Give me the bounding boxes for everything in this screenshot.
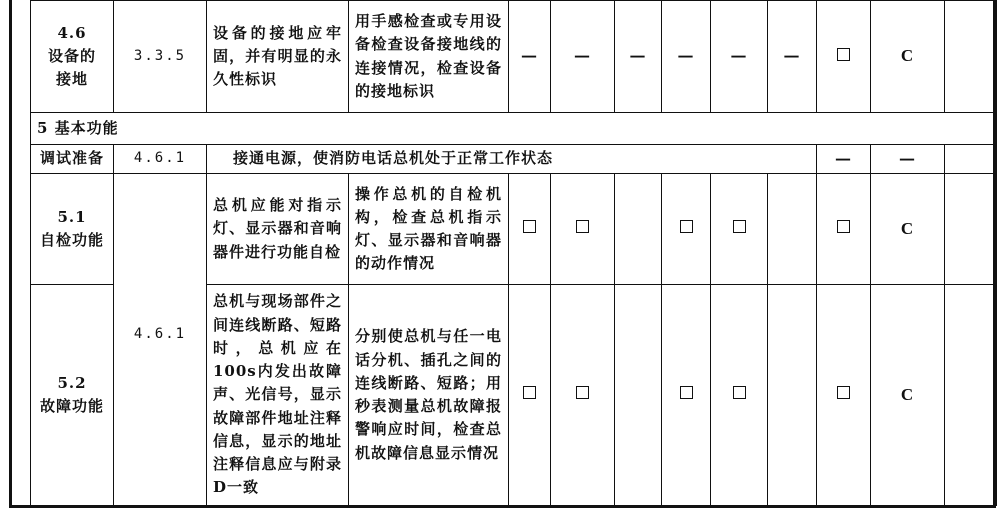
- requirement-cell: 总机与现场部件之间连线断路、短路时，总机应在100s内发出故障声、光信号，显示故障部件地址注释信息，显示的地址注释信息应与附录D一致: [207, 285, 349, 506]
- checkbox[interactable]: [523, 386, 536, 399]
- item-cell: 5.1 自检功能: [31, 174, 114, 285]
- prep-dash-2: —: [871, 145, 945, 174]
- method-cell: 操作总机的自检机构，检查总机指示灯、显示器和音响器的动作情况: [349, 174, 509, 285]
- result-cell-5[interactable]: [711, 285, 768, 506]
- result-cell-3: [615, 174, 662, 285]
- checkbox[interactable]: [733, 220, 746, 233]
- inspection-table: [30, 0, 997, 506]
- method-cell: 用手感检查或专用设备检查设备接地线的连接情况，检查设备的接地标识: [349, 1, 509, 113]
- result-cell-5: —: [711, 1, 768, 113]
- result-cell-4[interactable]: [662, 174, 711, 285]
- prep-remark: [945, 145, 997, 174]
- prep-text: 接通电源，使消防电话总机处于正常工作状态: [207, 145, 817, 174]
- checkbox[interactable]: [837, 220, 850, 233]
- remark-cell: [945, 174, 997, 285]
- checkbox[interactable]: [680, 386, 693, 399]
- table-row-4-6: [31, 1, 997, 113]
- result-cell-6: —: [768, 1, 817, 113]
- bottom-rule: [9, 505, 996, 508]
- grade-cell: C: [871, 1, 945, 113]
- checkbox[interactable]: [680, 220, 693, 233]
- requirement-cell: 设备的接地应牢固，并有明显的永久性标识: [207, 1, 349, 113]
- section-row: [31, 113, 997, 145]
- section-title: 5 基本功能: [31, 113, 997, 145]
- remark-cell: [945, 1, 997, 113]
- checkbox-cell[interactable]: [817, 174, 871, 285]
- item-cell: 5.2 故障功能: [31, 285, 114, 506]
- result-cell-3: —: [615, 1, 662, 113]
- result-cell-2: —: [551, 1, 615, 113]
- result-cell-1[interactable]: [509, 285, 551, 506]
- result-cell-1: —: [509, 1, 551, 113]
- prep-row: [31, 145, 997, 174]
- checkbox[interactable]: [733, 386, 746, 399]
- result-cell-5[interactable]: [711, 174, 768, 285]
- result-cell-6: [768, 174, 817, 285]
- checkbox[interactable]: [576, 386, 589, 399]
- method-cell: 分别使总机与任一电话分机、插孔之间的连线断路、短路；用秒表测量总机故障报警响应时间，检查总机故障信息显示情况: [349, 285, 509, 506]
- item-cell: 4.6 设备的 接地: [31, 1, 114, 113]
- requirement-cell: 总机应能对指示灯、显示器和音响器件进行功能自检: [207, 174, 349, 285]
- clause-cell: 4.6.1: [114, 174, 207, 506]
- result-cell-6: [768, 285, 817, 506]
- prep-item: 调试准备: [31, 145, 114, 174]
- result-cell-4: —: [662, 1, 711, 113]
- table-row-5-1: [31, 174, 997, 285]
- grade-cell: C: [871, 174, 945, 285]
- checkbox[interactable]: [837, 48, 850, 61]
- remark-cell: [945, 285, 997, 506]
- checkbox[interactable]: [523, 220, 536, 233]
- checkbox-cell[interactable]: [817, 285, 871, 506]
- prep-dash-1: —: [817, 145, 871, 174]
- checkbox[interactable]: [837, 386, 850, 399]
- result-cell-2[interactable]: [551, 285, 615, 506]
- prep-clause: 4.6.1: [114, 145, 207, 174]
- result-cell-2[interactable]: [551, 174, 615, 285]
- checkbox[interactable]: [576, 220, 589, 233]
- result-cell-3: [615, 285, 662, 506]
- grade-cell: C: [871, 285, 945, 506]
- clause-cell: 3.3.5: [114, 1, 207, 113]
- checkbox-cell[interactable]: [817, 1, 871, 113]
- result-cell-1[interactable]: [509, 174, 551, 285]
- result-cell-4[interactable]: [662, 285, 711, 506]
